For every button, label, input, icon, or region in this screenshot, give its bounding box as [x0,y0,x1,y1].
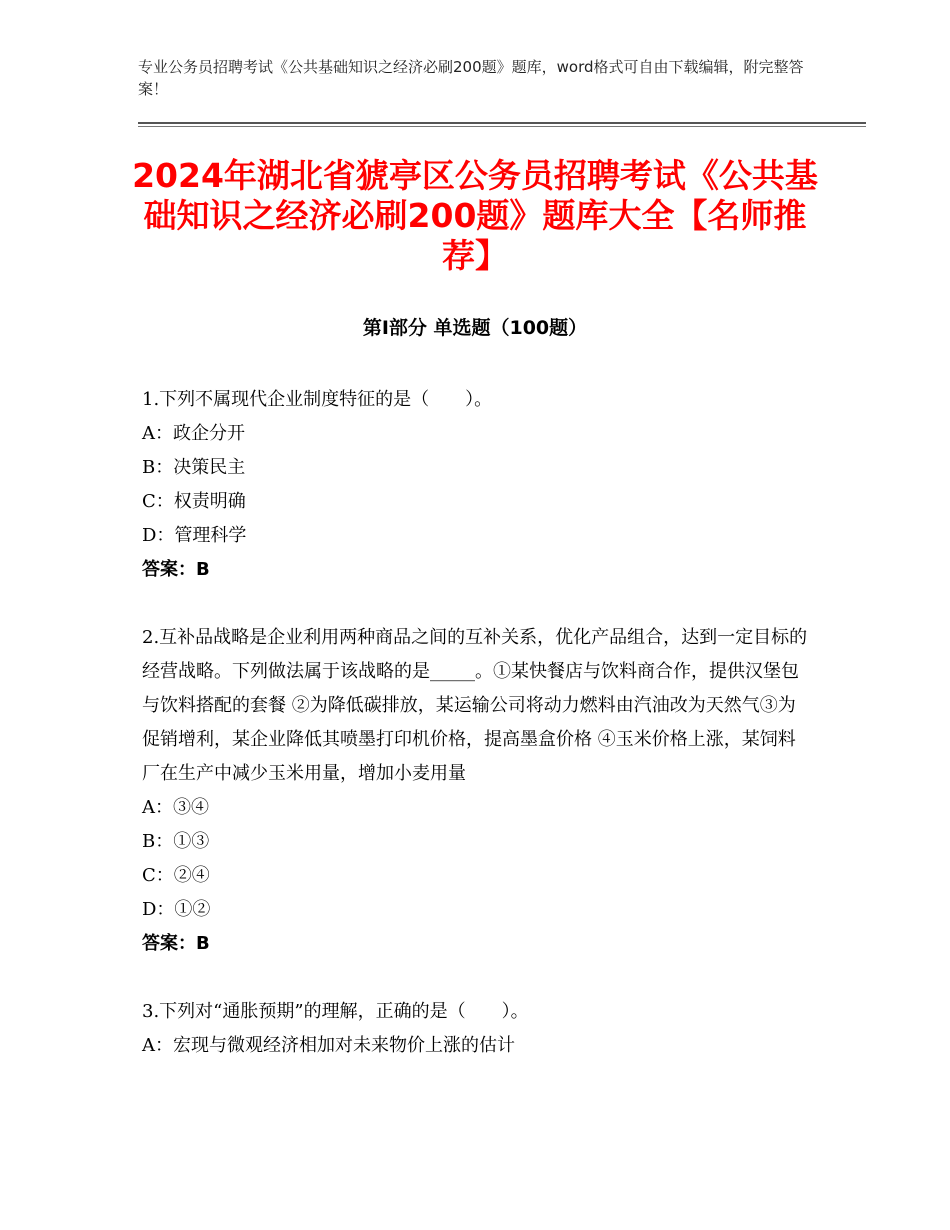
spacer [142,961,812,995]
question-stem: 1.下列不属现代企业制度特征的是（ ）。 [142,389,493,410]
option-a: A：③④ [142,797,209,818]
header-rule-thin [138,126,866,127]
question-3 [142,995,812,1063]
question-list [142,383,812,1063]
spacer [142,587,812,621]
option-c: C：②④ [142,865,210,886]
option-a: A：政企分开 [142,423,245,444]
question-1 [142,383,812,587]
answer: 答案：B [142,559,210,580]
question-stem: 2.互补品战略是企业利用两种商品之间的互补关系，优化产品组合，达到一定目标的经营战略。下列做法属于该战略的是_____。①某快餐店与饮料商合作，提供汉堡包与饮料搭配的套餐 ②为降低碳排放，某运输公司将动力燃料由汽油改为天然气③为促销增利，某企业降低其喷墨打印机价格，提高墨盒价格 ④玉米价格上涨，某饲料厂在生产中减少玉米用量，增加小麦用量 [142,627,808,784]
option-b: B：决策民主 [142,457,246,478]
option-d: D：①② [142,899,211,920]
question-stem: 3.下列对“通胀预期”的理解，正确的是（ ）。 [142,1001,529,1022]
header-rule [138,122,866,124]
question-2 [142,621,812,961]
header-note: 专业公务员招聘考试《公共基础知识之经济必刷200题》题库，word格式可自由下载编辑，附完整答案！ [138,58,804,98]
option-a: A：宏现与微观经济相加对未来物价上涨的估计 [142,1035,515,1056]
option-b: B：①③ [142,831,210,852]
section-heading: 第Ⅰ部分 单选题（100题） [362,317,588,339]
answer: 答案：B [142,933,210,954]
document-title: 2024年湖北省猇亭区公务员招聘考试《公共基础知识之经济必刷200题》题库大全【名师推荐】 [132,156,818,275]
option-c: C：权责明确 [142,491,246,512]
option-d: D：管理科学 [142,525,247,546]
